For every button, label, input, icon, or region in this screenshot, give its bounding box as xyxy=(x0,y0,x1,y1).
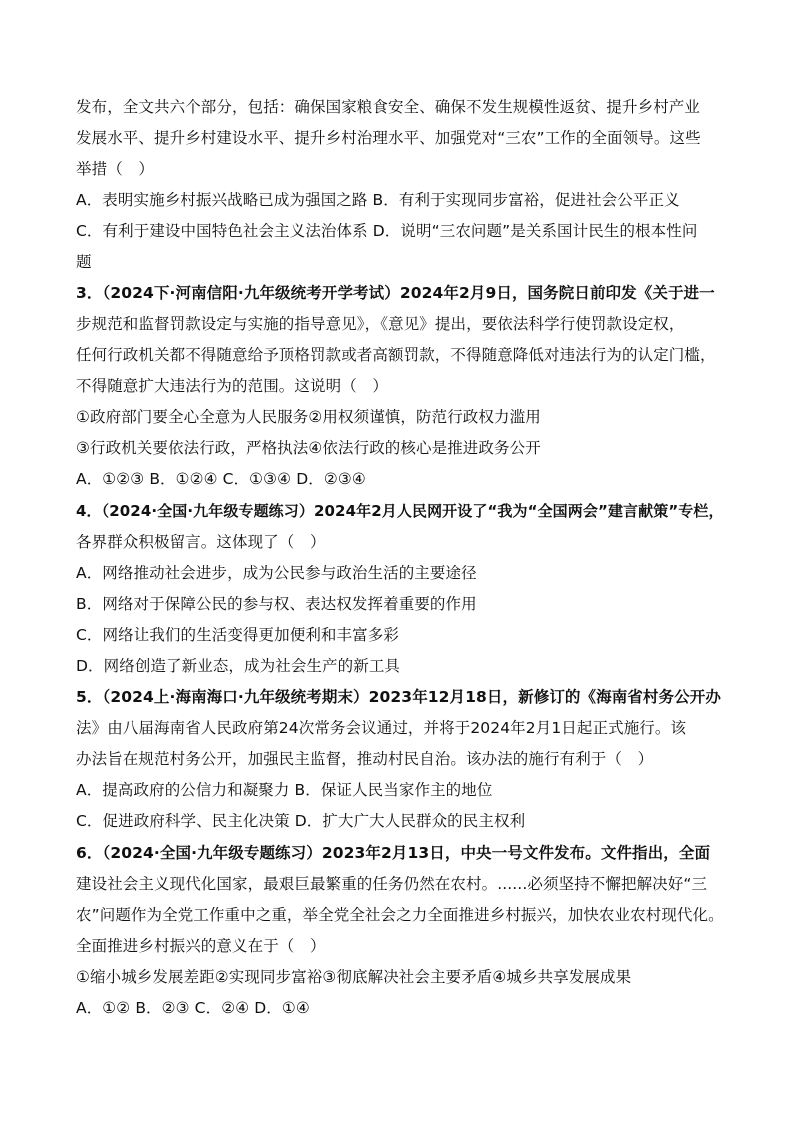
option-line: A．网络推动社会进步，成为公民参与政治生活的主要途径 xyxy=(76,564,477,582)
option-line: B．网络对于保障公民的参与权、表达权发挥着重要的作用 xyxy=(76,595,477,613)
option-line: A．提高政府的公信力和凝聚力 B．保证人民当家作主的地位 xyxy=(76,781,493,799)
option-line: A．表明实施乡村振兴战略已成为强国之路 B．有利于实现同步富裕，促进社会公平正义 xyxy=(76,191,680,209)
text-line: 步规范和监督罚款设定与实施的指导意见》，《意见》提出，要依法科学行使罚款设定权， xyxy=(76,315,685,333)
question-5-heading: 5．（2024上·海南海口·九年级统考期末）2023年12月18日，新修订的《海南省村务公开办 xyxy=(76,688,721,706)
option-line: C．有利于建设中国特色社会主义法治体系 D．说明“三农问题”是关系国计民生的根本性问 xyxy=(76,222,698,240)
question-6-heading: 6．（2024·全国·九年级专题练习）2023年2月13日，中央一号文件发布。文件指出，全面 xyxy=(76,844,711,862)
text-line: 题 xyxy=(76,253,92,271)
text-line: 举措（ ） xyxy=(76,160,155,178)
text-line: 全面推进乡村振兴的意义在于（ ） xyxy=(76,937,326,955)
statement-line: ③行政机关要依法行政，严格执法④依法行政的核心是推进政务公开 xyxy=(76,439,541,457)
option-line: A．①②③ B．①②④ C．①③④ D．②③④ xyxy=(76,470,366,488)
text-line: 任何行政机关都不得随意给予顶格罚款或者高额罚款，不得随意降低对违法行为的认定门槛， xyxy=(76,346,716,364)
text-line: 不得随意扩大违法行为的范围。这说明（ ） xyxy=(76,377,389,395)
option-line: D．网络创造了新业态，成为社会生产的新工具 xyxy=(76,657,401,675)
text-line: 各界群众积极留言。这体现了（ ） xyxy=(76,533,326,551)
text-line: 发布，全文共六个部分，包括：确保国家粮食安全、确保不发生规模性返贫、提升乡村产业 xyxy=(76,98,701,116)
text-line: 法》由八届海南省人民政府第24次常务会议通过，并将于2024年2月1日起正式施行。该 xyxy=(76,719,687,737)
option-line: C．促进政府科学、民主化决策 D．扩大广大人民群众的民主权利 xyxy=(76,812,526,830)
statement-line: ①缩小城乡发展差距②实现同步富裕③彻底解决社会主要矛盾④城乡共享发展成果 xyxy=(76,968,632,986)
option-line: C．网络让我们的生活变得更加便利和丰富多彩 xyxy=(76,626,399,644)
text-line: 建设社会主义现代化国家，最艰巨最繁重的任务仍然在农村。......必须坚持不懈把解决好“三 xyxy=(76,875,708,893)
text-line: 农”问题作为全党工作重中之重，举全党全社会之力全面推进乡村振兴，加快农业农村现代化。 xyxy=(76,906,724,924)
text-line: 发展水平、提升乡村建设水平、提升乡村治理水平、加强党对“三农”工作的全面领导。这些 xyxy=(76,129,701,147)
question-4-heading: 4．（2024·全国·九年级专题练习）2024年2月人民网开设了“我为“全国两会”建言献策”专栏， xyxy=(76,502,724,520)
text-line: 办法旨在规范村务公开，加强民主监督，推动村民自治。该办法的施行有利于（ ） xyxy=(76,750,654,768)
statement-line: ①政府部门要全心全意为人民服务②用权须谨慎，防范行政权力滥用 xyxy=(76,408,541,426)
option-line: A．①② B．②③ C．②④ D．①④ xyxy=(76,999,310,1017)
question-3-heading: 3．（2024下·河南信阳·九年级统考开学考试）2024年2月9日，国务院日前印发《关于进一 xyxy=(76,284,715,302)
